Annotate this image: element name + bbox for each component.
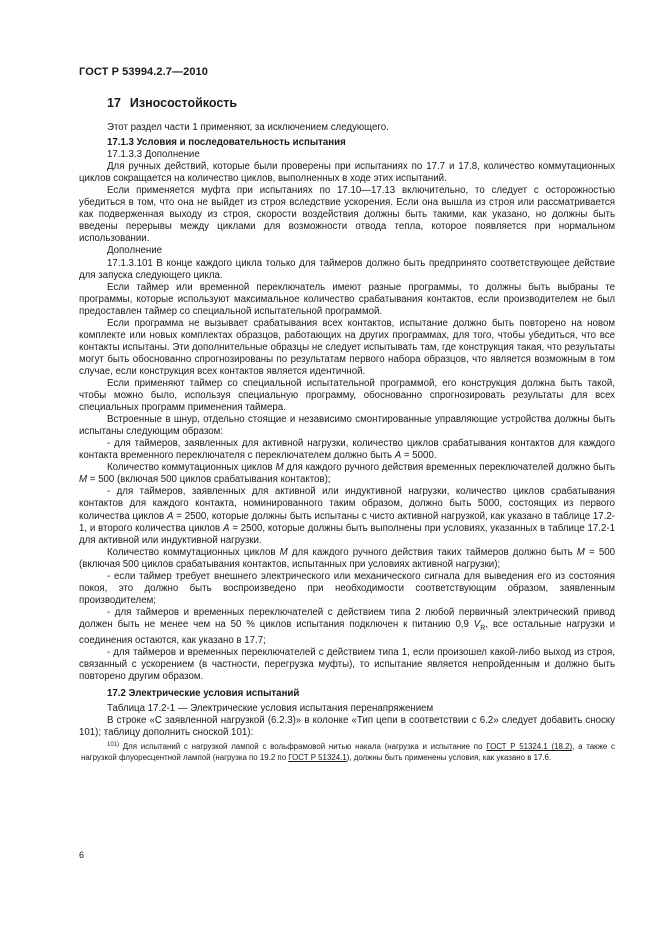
paragraph: Если применяется муфта при испытаниях по 17.10—17.13 включительно, то следует с осторожностью убедиться в том, что она не выйдет из строя вследствие ускорения. Если она вышла из строя или рассматривается как подверженная выходу из строя, скорости воздействия должны быть такими, как указано, но должны быть введены перерывы между циклами для возможности отвода тепла, которое появляется при нормальном использовании. xyxy=(79,185,615,245)
page-number: 6 xyxy=(79,850,85,860)
section-heading xyxy=(107,96,237,110)
paragraph: 17.1.3.101 В конце каждого цикла только для таймеров должно быть предпринято соответствующее действие для запуска следующего цикла. xyxy=(79,257,615,281)
document-body xyxy=(79,122,615,763)
list-item: - для таймеров, заявленных для активной или индуктивной нагрузки, количество циклов срабатывания контактов для каждого контакта, номинированного таким образом, должно быть 5000, состоящих из первого количества циклов A = 2500, которые должны быть испытаны с чисто активной нагрузкой, как указано в таблице 17.2-1, и второго количества циклов A = 2500, которые должны быть выполнены при условиях, указанных в таблице 17.2-1 для активной или индуктивной нагрузки. xyxy=(79,486,615,546)
list-item: - если таймер требует внешнего электрического или механического сигнала для выведения его из состояния покоя, это должно быть воспроизведено при необходимости соответствующим образом, заявленным производителем; xyxy=(79,570,615,606)
paragraph: Этот раздел части 1 применяют, за исключением следующего. xyxy=(107,122,389,133)
paragraph: Если программа не вызывает срабатывания всех контактов, испытание должно быть повторено на новом комплекте или новых комплектах образцов, работающих на других программах, для того, чтобы убедиться, что все контакты испытаны. Эти дополнительные образцы не следует испытывать там, где конструкция такая, что результаты могут быть обоснованно спрогнозированы по результатам первого набора образцов, что является возможным в том случае, если конструкция всех контактов является идентичной. xyxy=(79,317,615,377)
standard-reference-link[interactable]: ГОСТ Р 51324.1 (18.2) xyxy=(486,742,573,752)
paragraph: Для ручных действий, которые были проверены при испытаниях по 17.7 и 17.8, количество коммутационных циклов сокращается на количество циклов, выполненных в ходе этих испытаний. xyxy=(79,161,615,185)
paragraph: В строке «С заявленной нагрузкой (6.2.3)» в колонке «Тип цепи в соответствии с 6.2» следует добавить сноску 101); таблицу дополнить сноской 101): xyxy=(79,715,615,739)
footnote-mark: 101) xyxy=(107,742,120,749)
paragraph: Количество коммутационных циклов M для каждого ручного действия временных переключателей должно быть M = 500 (включая 500 циклов срабатывания контактов); xyxy=(79,462,615,486)
table-reference: Таблица 17.2-1 — Электрические условия испытания перенапряжением xyxy=(107,703,434,715)
paragraph: Если применяют таймер со специальной испытательной программой, его конструкция должна быть такой, чтобы можно было, используя специальную программу, обоснованно спрогнозировать результаты для всех специальных программ применения таймера. xyxy=(79,377,615,414)
subsection-heading: 17.1.3.3 Дополнение xyxy=(107,149,200,161)
list-item: - для таймеров и временных переключателей с действием типа 2 любой первичный электрический привод должен быть не менее чем на 50 % циклов испытания подключен к питанию 0,9 $V_R$, все остальные нагрузки и соединения остаются, как указано в 17.7; xyxy=(79,606,615,646)
document-header: ГОСТ Р 53994.2.7—2010 xyxy=(79,66,208,78)
addendum-label: Дополнение xyxy=(107,245,163,257)
section-title: Износостойкость xyxy=(129,96,238,110)
subsection-heading: 17.2 Электрические условия испытаний xyxy=(107,688,300,700)
list-item: - для таймеров и временных переключателей с действием типа 1, если произошел какой-либо выход из строя, связанный с ускорением (в частности, перегрузка муфты), то испытание является непройденным и должно быть повторено другим образом. xyxy=(79,646,615,683)
list-item: - для таймеров, заявленных для активной нагрузки, количество циклов срабатывания контактов для каждого контакта временного переключателя с переключателем должно быть A = 5000. xyxy=(79,438,615,462)
paragraph: Если таймер или временной переключатель имеют разные программы, то должны быть выбраны те программы, которые используют максимальное количество срабатывания контактов, если производителем не был предоставлен таймер со специальной испытательной программой. xyxy=(79,281,615,317)
standard-reference-link[interactable]: ГОСТ Р 51324.1 xyxy=(288,752,347,762)
footnote: $^{101)}$ Для испытаний с нагрузкой лампой с вольфрамовой нитью накала (нагрузка и испытание по ГОСТ Р 51324.1 (18.2), а также с нагрузкой флуоресцентной лампой (нагрузка по 19.2 по ГОСТ Р 51324.1), должны быть применены условия, как указано в 17.6. xyxy=(81,742,616,762)
paragraph: Встроенные в шнур, отдельно стоящие и независимо смонтированные управляющие устройства должны быть испытаны следующим образом: xyxy=(79,414,615,438)
paragraph: Количество коммутационных циклов M для каждого ручного действия таких таймеров должно быть M = 500 (включая 500 циклов срабатывания контактов, испытанных при условиях активной нагрузки); xyxy=(79,546,615,570)
subsection-heading: 17.1.3 Условия и последовательность испытания xyxy=(107,137,346,149)
section-number: 17 xyxy=(107,96,121,110)
